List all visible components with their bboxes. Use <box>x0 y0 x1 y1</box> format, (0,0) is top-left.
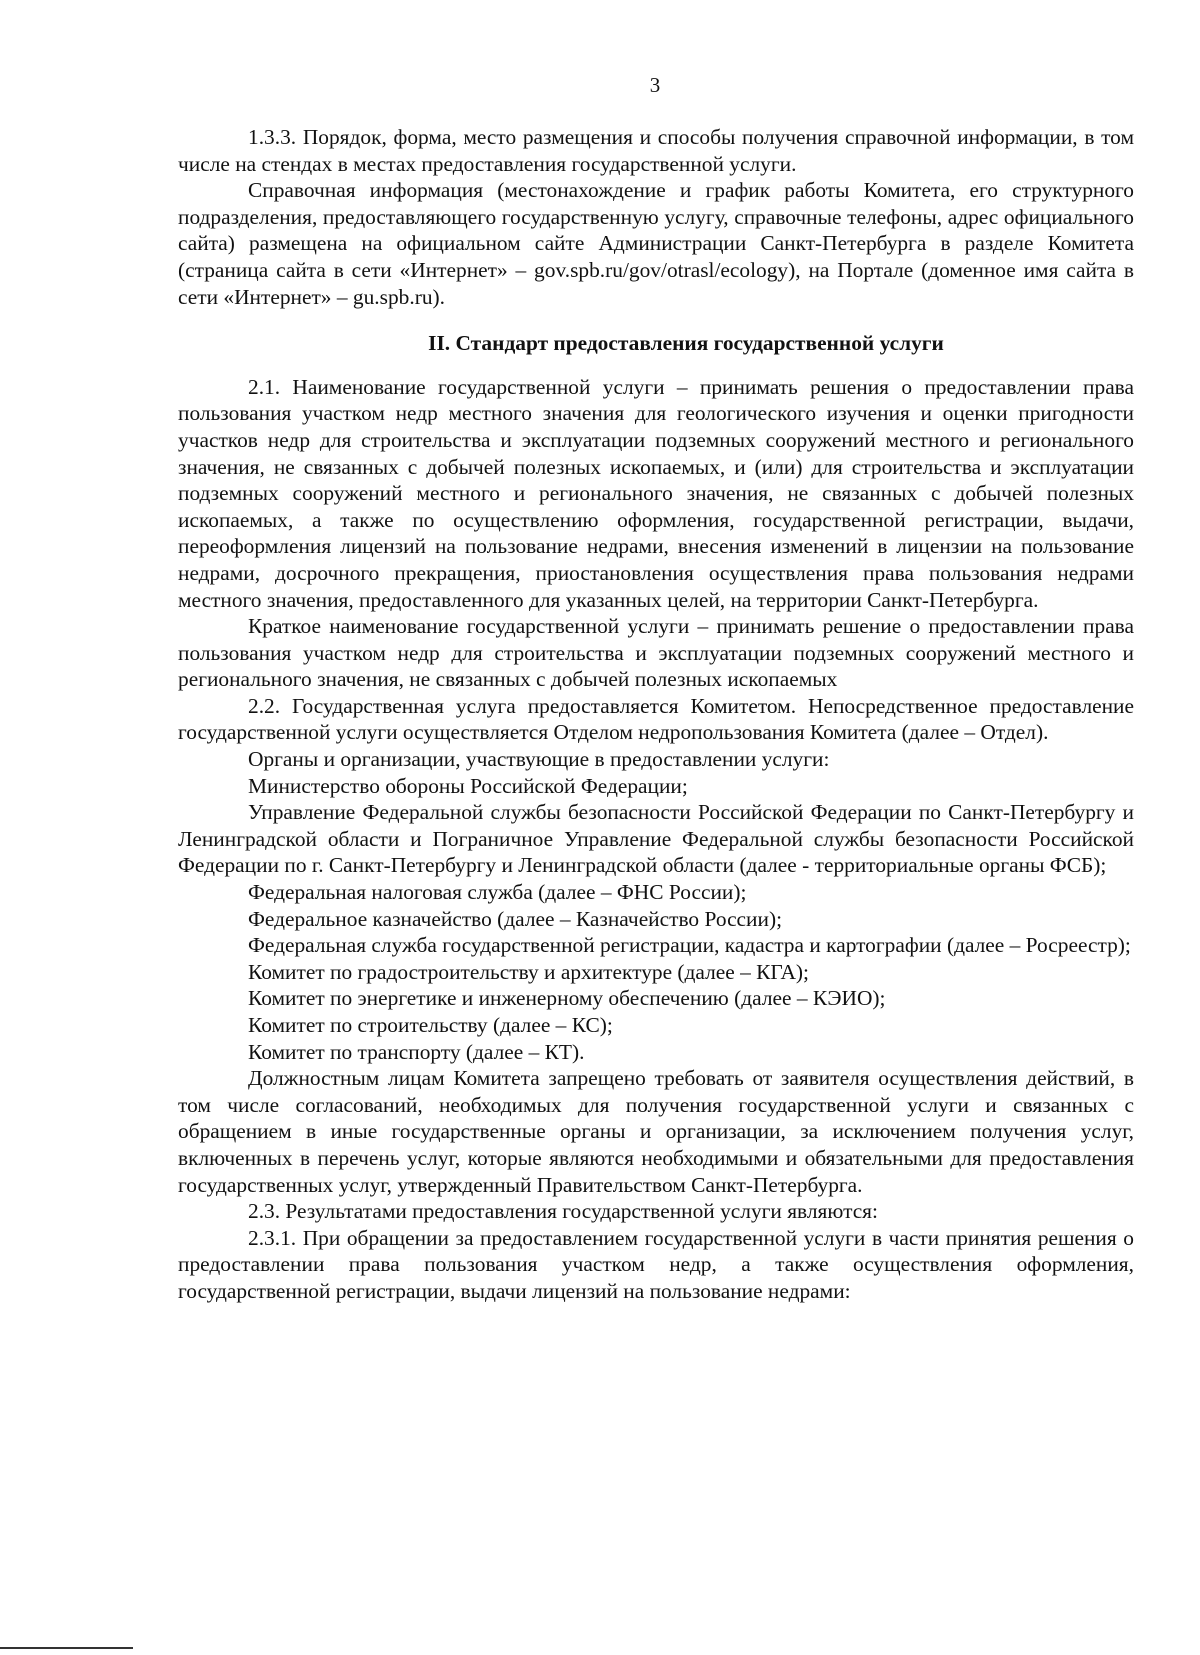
paragraph-2-3: 2.3. Результатами предоставления государственной услуги являются: <box>248 1199 878 1224</box>
list-item-keio: Комитет по энергетике и инженерному обеспечению (далее – КЭИО); <box>248 986 886 1011</box>
paragraph-organizations-intro: Органы и организации, участвующие в предоставлении услуги: <box>248 747 830 772</box>
page-number: 3 <box>649 73 661 97</box>
scan-edge-line <box>0 1647 133 1649</box>
list-item-ministry-defense: Министерство обороны Российской Федерации; <box>248 773 688 798</box>
list-item-fns: Федеральная налоговая служба (далее – ФНС России); <box>248 880 747 905</box>
paragraph-2-2: 2.2. Государственная услуга предоставляется Комитетом. Непосредственное предоставление государственной услуги осуществляется Отделом недропользования Комитета (далее – Отдел). <box>178 693 1134 745</box>
paragraph-2-1: 2.1. Наименование государственной услуги – принимать решения о предоставлении права пользования участком недр местного значения для геологического изучения и оценки пригодности участков недр для строительства и эксплуатации подземных сооружений местного и регионального значения, не связанных с добычей полезных ископаемых, и (или) для строительства и эксплуатации подземных сооружений местного и регионального значения, не связанных с добычей полезных ископаемых, а также по осуществлению оформления, государственной регистрации, выдачи, переоформления лицензий на пользование недрами, внесения изменений в лицензии на пользование недрами, досрочного прекращения, приостановления осуществления права пользования недрами местного значения, предоставленного для указанных целей, на территории Санкт-Петербурга. <box>178 374 1134 612</box>
list-item-kga: Комитет по градостроительству и архитектуре (далее – КГА); <box>248 959 809 984</box>
paragraph-prohibition: Должностным лицам Комитета запрещено требовать от заявителя осуществления действий, в том числе согласований, необходимых для получения государственной услуги и связанных с обращением в иные государственные органы и организации, за исключением получения услуг, включенных в перечень услуг, которые являются необходимыми и обязательными для предоставления государственных услуг, утвержденный Правительством Санкт-Петербурга. <box>178 1066 1134 1197</box>
list-item-fsb: Управление Федеральной службы безопасности Российской Федерации по Санкт-Петербургу и Ленинградской области и Пограничное Управление Федеральной службы безопасности Российской Федерации по г. Санкт-Петербургу и Ленинградской области (далее - территориальные органы ФСБ); <box>178 800 1134 878</box>
document-body <box>178 124 1134 1305</box>
paragraph-short-name: Краткое наименование государственной услуги – принимать решение о предоставлении права пользования участком недр для строительства и эксплуатации подземных сооружений местного и регионального значения, не связанных с добычей полезных ископаемых <box>178 614 1134 692</box>
section-heading: II. Стандарт предоставления государственной услуги <box>428 331 944 356</box>
paragraph-reference-info: Справочная информация (местонахождение и график работы Комитета, его структурного подразделения, предоставляющего государственную услугу, справочные телефоны, адрес официального сайта) размещена на официальном сайте Администрации Санкт-Петербурга в разделе Комитета (страница сайта в сети «Интернет» – gov.spb.ru/gov/otrasl/ecology), на Портале (доменное имя сайта в сети «Интернет» – gu.spb.ru). <box>178 178 1134 309</box>
list-item-rosreestr: Федеральная служба государственной регистрации, кадастра и картографии (далее – Росреестр); <box>248 933 1131 958</box>
paragraph-2-3-1: 2.3.1. При обращении за предоставлением государственной услуги в части принятия решения о предоставлении права пользования участком недр, а также осуществления оформления, государственной регистрации, выдачи лицензий на пользование недрами: <box>178 1225 1134 1303</box>
list-item-ks: Комитет по строительству (далее – КС); <box>248 1013 613 1037</box>
paragraph-1-3-3: 1.3.3. Порядок, форма, место размещения и способы получения справочной информации, в том числе на стендах в местах предоставления государственной услуги. <box>178 125 1134 176</box>
list-item-kt: Комитет по транспорту (далее – КТ). <box>248 1039 585 1064</box>
list-item-treasury: Федеральное казначейство (далее – Казначейство России); <box>248 906 783 931</box>
